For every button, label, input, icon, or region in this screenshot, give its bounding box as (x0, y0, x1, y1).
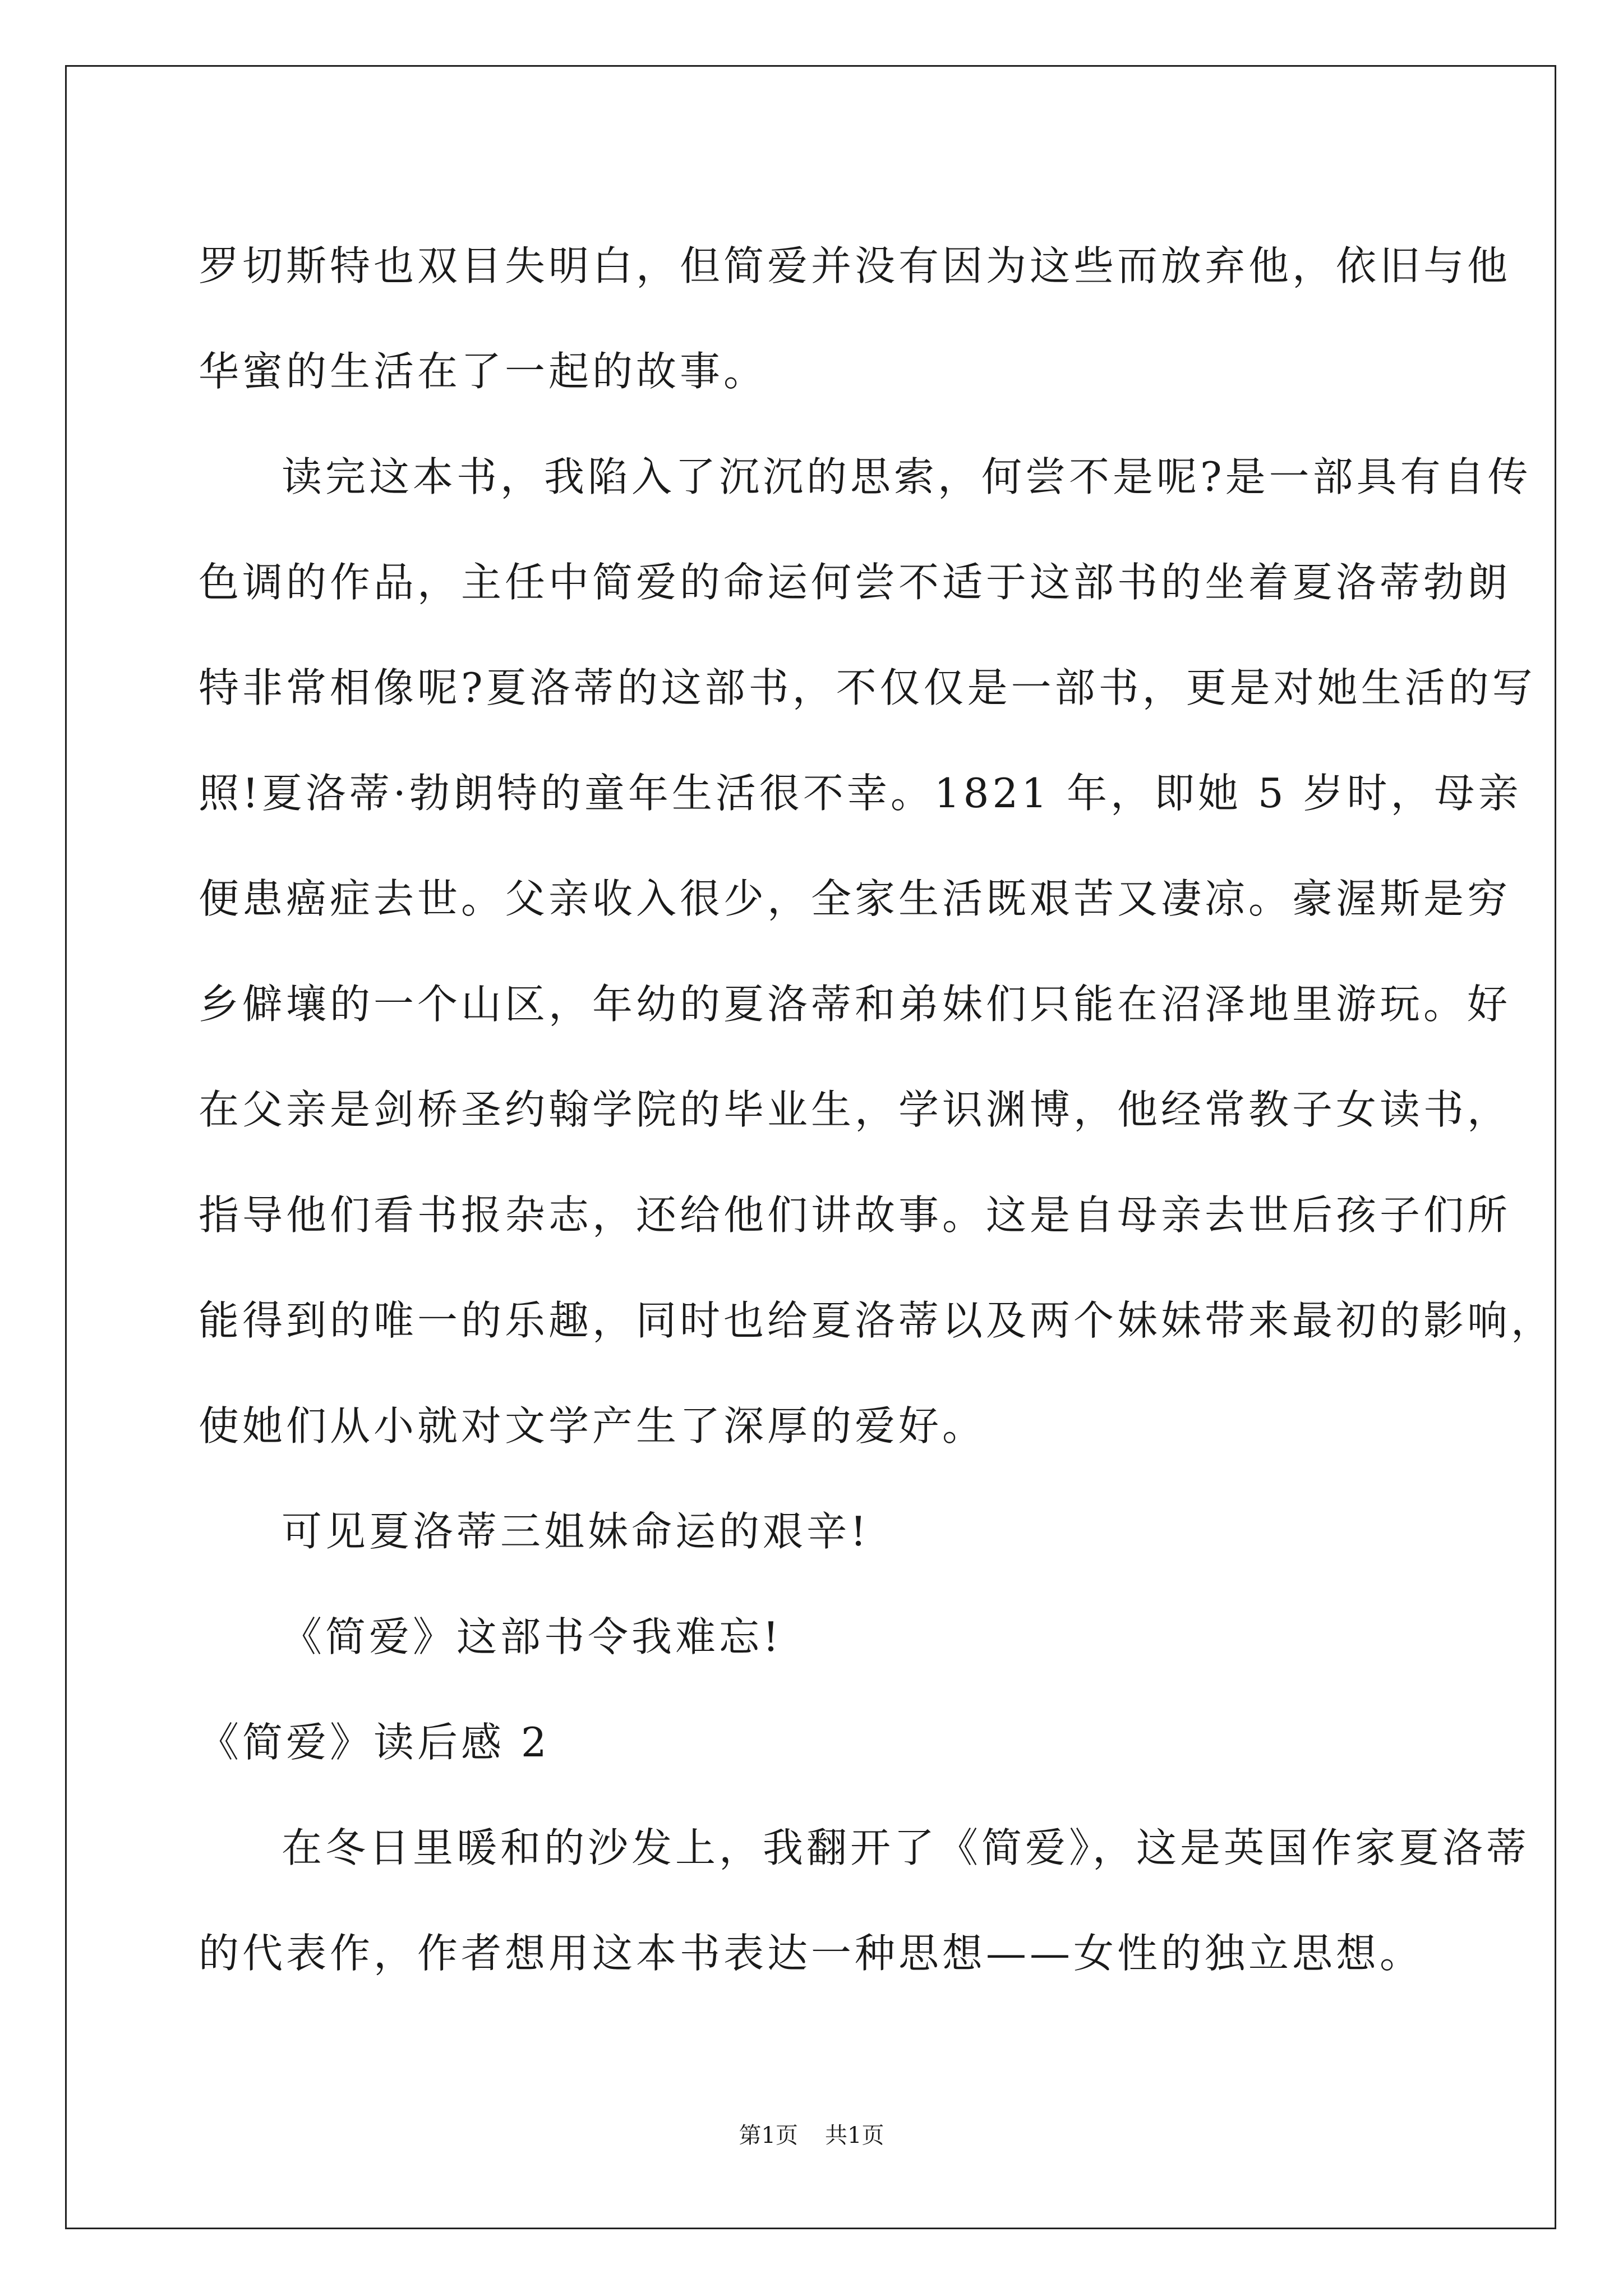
text-line: 使她们从小就对文学产生了深厚的爱好。 (199, 1402, 986, 1450)
paragraph-start: 读完这本书，我陷入了沉沉的思索，何尝不是呢?是一部具有自传 (282, 453, 1532, 500)
text-line: 乡僻壤的一个山区，年幼的夏洛蒂和弟妹们只能在沼泽地里游玩。好 (199, 981, 1511, 1028)
text-line: 色调的作品，主任中简爱的命运何尝不适于这部书的坐着夏洛蒂勃朗 (199, 559, 1511, 606)
paragraph-start: 在冬日里暖和的沙发上，我翻开了《简爱》，这是英国作家夏洛蒂 (282, 1824, 1530, 1871)
text-line: 指导他们看书报杂志，还给他们讲故事。这是自母亲去世后孩子们所 (199, 1191, 1511, 1239)
text-line: 便患癌症去世。父亲收入很少，全家生活既艰苦又凄凉。豪渥斯是穷 (199, 875, 1511, 922)
page-footer (0, 2122, 1623, 2150)
document-body (199, 213, 1555, 2006)
section-heading: 《简爱》读后感 2 (199, 1719, 550, 1766)
text-line: 华蜜的生活在了一起的故事。 (199, 348, 768, 395)
page-total: 共1页 (825, 2123, 884, 2148)
text-line: 照!夏洛蒂·勃朗特的童年生活很不幸。1821 年，即她 5 岁时，母亲 (199, 770, 1522, 817)
paragraph-start: 《简爱》这部书令我难忘! (282, 1613, 782, 1660)
text-line: 的代表作，作者想用这本书表达一种思想——女性的独立思想。 (199, 1930, 1424, 1977)
text-line: 特非常相像呢?夏洛蒂的这部书，不仅仅是一部书，更是对她生活的写 (199, 664, 1536, 711)
text-line: 能得到的唯一的乐趣，同时也给夏洛蒂以及两个妹妹带来最初的影响， (199, 1297, 1555, 1344)
page-number: 第1页 (739, 2123, 798, 2148)
text-line: 在父亲是剑桥圣约翰学院的毕业生，学识渊博，他经常教子女读书， (199, 1086, 1511, 1133)
paragraph-start: 可见夏洛蒂三姐妹命运的艰辛! (282, 1508, 870, 1555)
text-line: 罗切斯特也双目失明白，但简爱并没有因为这些而放弃他，依旧与他 (199, 242, 1511, 289)
